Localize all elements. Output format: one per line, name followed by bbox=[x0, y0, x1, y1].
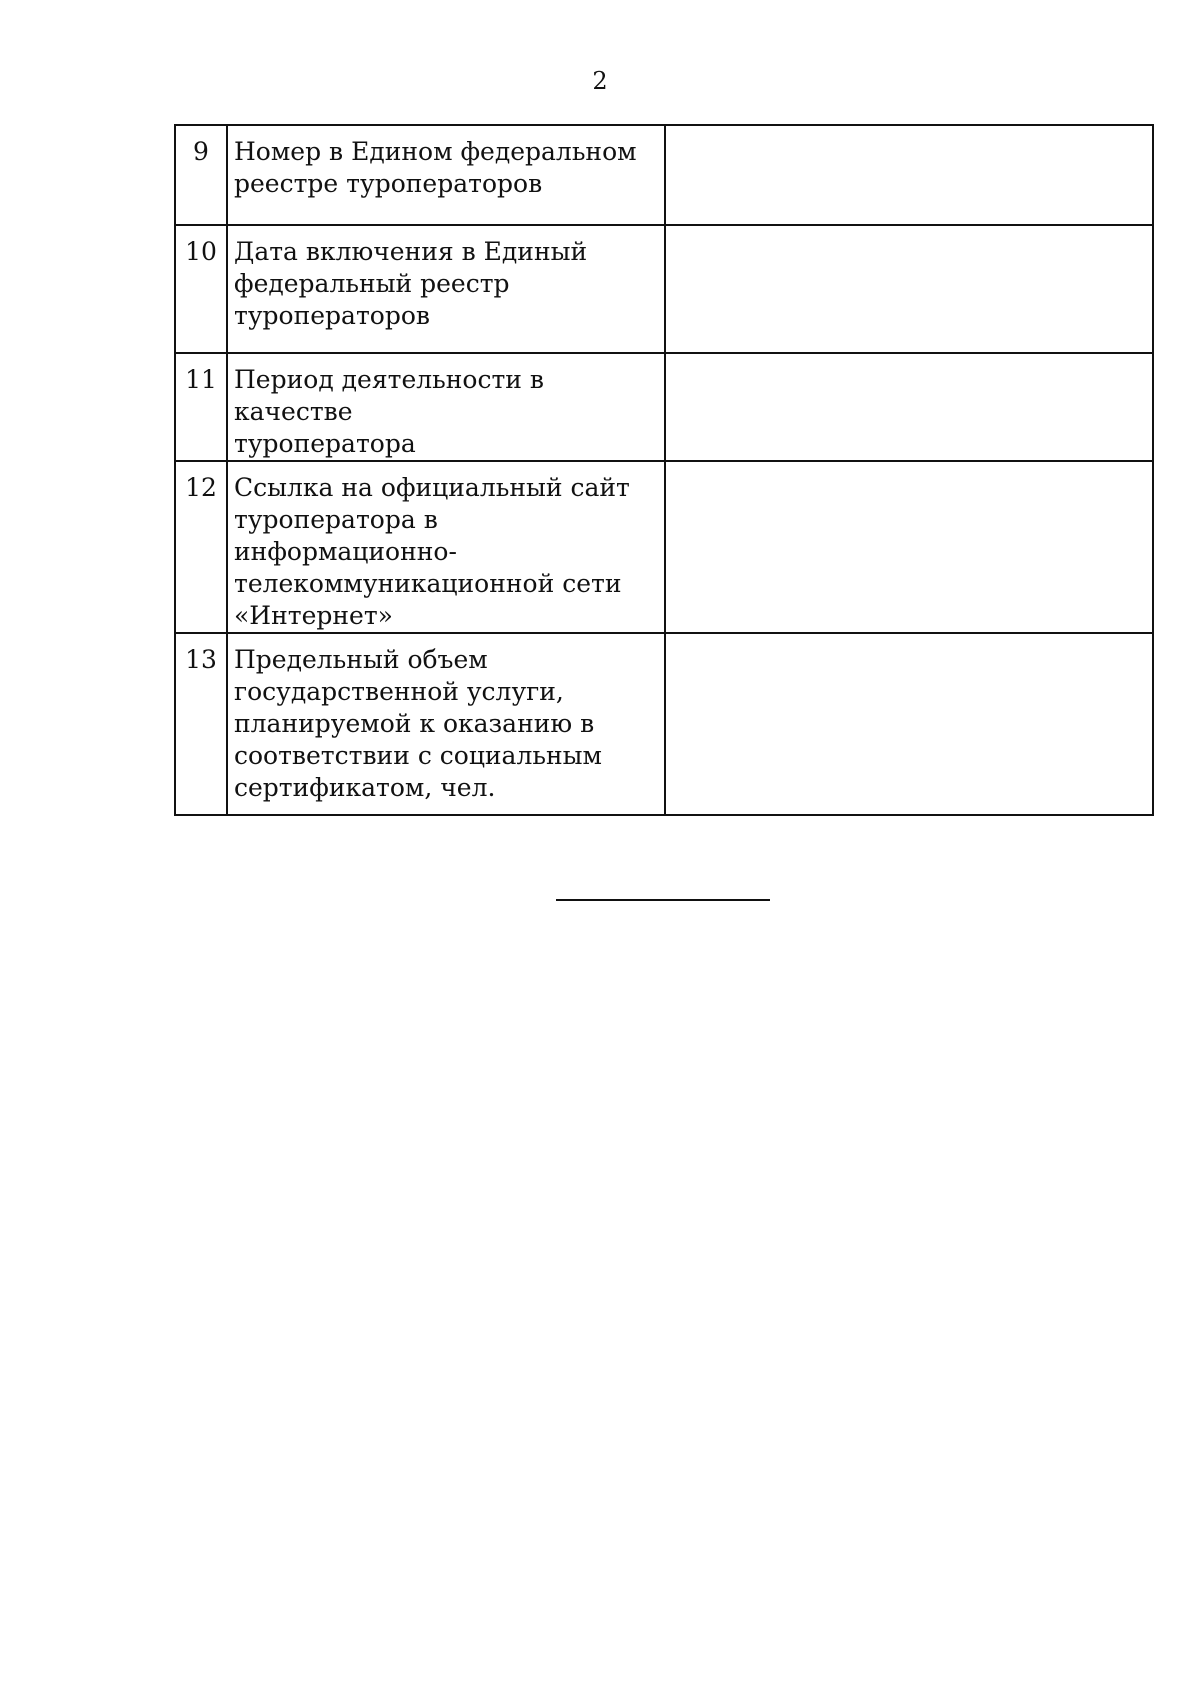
row-label: Предельный объем государственной услуги, планируемой к оказанию в соответствии с социальным сертификатом, чел. bbox=[227, 633, 665, 815]
row-value-cell bbox=[665, 353, 1153, 461]
table-row bbox=[175, 225, 1153, 353]
row-label: Дата включения в Единый федеральный реестр туроператоров bbox=[227, 225, 665, 353]
row-value-cell bbox=[665, 225, 1153, 353]
row-label: Период деятельности в качестве туроператора bbox=[227, 353, 665, 461]
row-value-cell bbox=[665, 125, 1153, 225]
table-row bbox=[175, 353, 1153, 461]
table-row bbox=[175, 633, 1153, 815]
table-row bbox=[175, 461, 1153, 633]
row-number: 10 bbox=[175, 225, 227, 353]
row-number: 13 bbox=[175, 633, 227, 815]
row-label: Номер в Едином федеральном реестре туроператоров bbox=[227, 125, 665, 225]
page-number: 2 bbox=[592, 67, 608, 95]
row-value-cell bbox=[665, 633, 1153, 815]
row-number: 11 bbox=[175, 353, 227, 461]
row-number: 9 bbox=[175, 125, 227, 225]
form-table bbox=[174, 124, 1154, 816]
row-label: Ссылка на официальный сайт туроператора в информационно- телекоммуникационной сети «Интернет» bbox=[227, 461, 665, 633]
row-value-cell bbox=[665, 461, 1153, 633]
row-number: 12 bbox=[175, 461, 227, 633]
end-of-document-line bbox=[556, 899, 770, 901]
table-row bbox=[175, 125, 1153, 225]
